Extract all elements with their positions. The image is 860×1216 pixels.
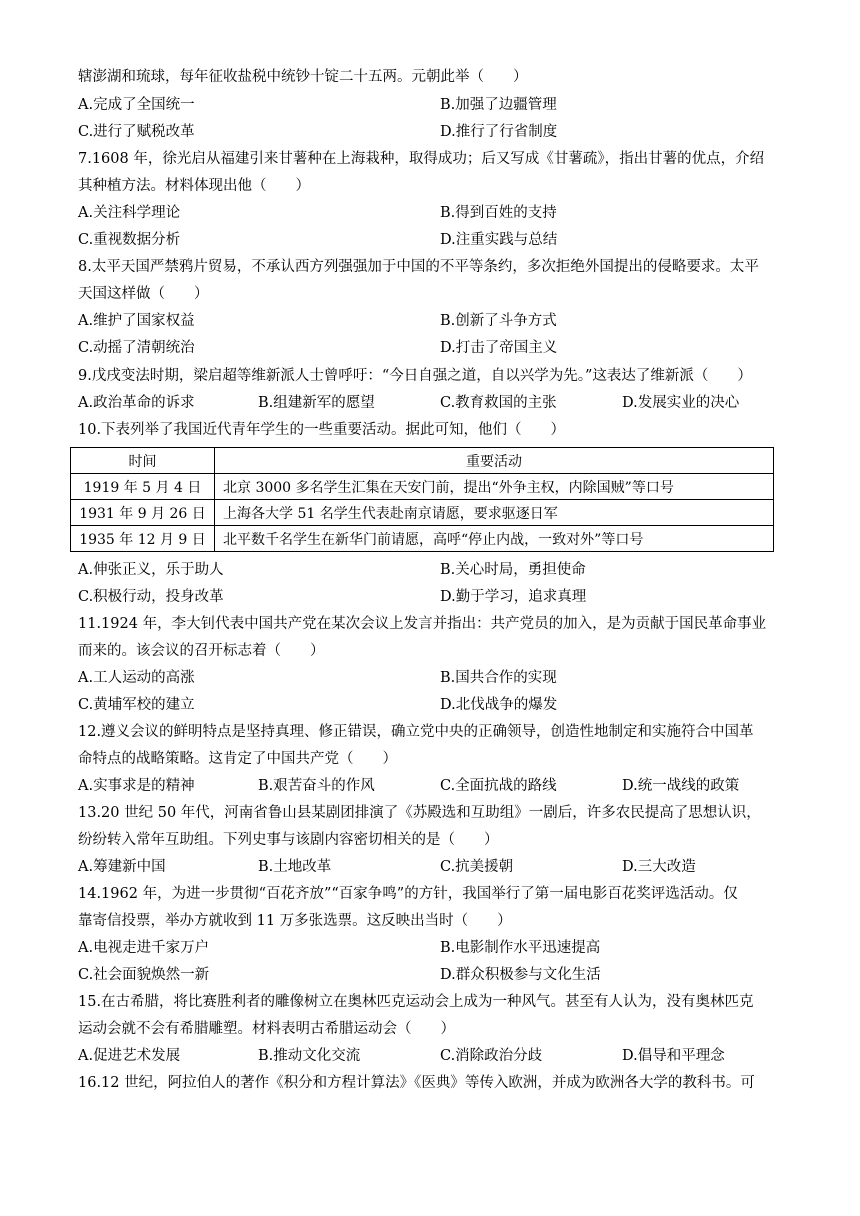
q10-option-b: B.关心时局，勇担使命 [440, 562, 586, 578]
q8-stem-line-1: 8.太平天国严禁鸦片贸易，不承认西方列强强加于中国的不平等条约，多次拒绝外国提出的侵略要求。太平 [78, 259, 759, 275]
q12-stem-line-1: 12.遵义会议的鲜明特点是坚持真理、修正错误，确立党中央的正确领导，创造性地制定和实施符合中国革 [78, 724, 754, 740]
q9-option-d: D.发展实业的决心 [622, 395, 740, 411]
q16-stem-line-1: 16.12 世纪，阿拉伯人的著作《积分和方程计算法》《医典》等传入欧洲，并成为欧洲各大学的教科书。可 [78, 1075, 755, 1091]
q10-option-a: A.伸张正义，乐于助人 [78, 562, 224, 578]
q11-option-a: A.工人运动的高涨 [78, 670, 195, 686]
q13-stem-line-1: 13.20 世纪 50 年代，河南省鲁山县某剧团排演了《苏殿选和互助组》一剧后，许多农民提高了思想认识， [78, 805, 761, 821]
q10-activities-table [70, 447, 774, 552]
q6-option-b: B.加强了边疆管理 [440, 97, 557, 113]
table-cell-activity: 上海各大学 51 名学生代表赴南京请愿，要求驱逐日军 [215, 500, 774, 526]
q8-option-d: D.打击了帝国主义 [440, 340, 558, 356]
q11-stem-line-1: 11.1924 年，李大钊代表中国共产党在某次会议上发言并指出：共产党员的加入，是为贡献于国民革命事业 [78, 616, 767, 632]
q13-option-d: D.三大改造 [622, 859, 696, 875]
q11-option-c: C.黄埔军校的建立 [78, 697, 195, 713]
q9-option-c: C.教育救国的主张 [440, 395, 557, 411]
q12-option-a: A.实事求是的精神 [78, 778, 195, 794]
table-row [71, 474, 774, 500]
q7-option-c: C.重视数据分析 [78, 232, 181, 248]
q15-stem-line-1: 15.在古希腊，将比赛胜利者的雕像树立在奥林匹克运动会上成为一种风气。甚至有人认为，没有奥林匹克 [78, 994, 754, 1010]
q11-option-d: D.北伐战争的爆发 [440, 697, 558, 713]
table-header-row [71, 448, 774, 474]
table-header-activity: 重要活动 [215, 448, 774, 474]
q12-option-c: C.全面抗战的路线 [440, 778, 557, 794]
q13-stem-line-2: 纷纷转入常年互助组。下列史事与该剧内容密切相关的是（ ） [78, 832, 499, 848]
q15-option-a: A.促进艺术发展 [78, 1048, 181, 1064]
q6-option-d: D.推行了行省制度 [440, 124, 558, 140]
q7-option-d: D.注重实践与总结 [440, 232, 558, 248]
q8-option-b: B.创新了斗争方式 [440, 313, 557, 329]
q14-option-b: B.电影制作水平迅速提高 [440, 940, 601, 956]
q13-option-b: B.土地改革 [258, 859, 332, 875]
q10-option-d: D.勤于学习，追求真理 [440, 589, 587, 605]
q11-option-b: B.国共合作的实现 [440, 670, 557, 686]
q6-option-a: A.完成了全国统一 [78, 97, 195, 113]
q13-option-c: C.抗美援朝 [440, 859, 514, 875]
q12-stem-line-2: 命特点的战略策略。这肯定了中国共产党（ ） [78, 751, 397, 767]
q6-option-c: C.进行了赋税改革 [78, 124, 195, 140]
table-cell-time: 1935 年 12 月 9 日 [71, 526, 215, 552]
q9-stem-line-1: 9.戊戌变法时期，梁启超等维新派人士曾呼吁：“今日自强之道，自以兴学为先。”这表达了维新派（ ） [78, 368, 752, 384]
table-header-time: 时间 [71, 448, 215, 474]
q8-option-a: A.维护了国家权益 [78, 313, 195, 329]
q11-stem-line-2: 而来的。该会议的召开标志着（ ） [78, 643, 325, 659]
q9-option-b: B.组建新军的愿望 [258, 395, 375, 411]
q15-stem-line-2: 运动会就不会有希腊雕塑。材料表明古希腊运动会（ ） [78, 1021, 455, 1037]
q8-stem-line-2: 天国这样做（ ） [78, 286, 209, 302]
q13-option-a: A.筹建新中国 [78, 859, 166, 875]
q15-option-b: B.推动文化交流 [258, 1048, 361, 1064]
q7-option-b: B.得到百姓的支持 [440, 205, 557, 221]
q14-option-a: A.电视走进千家万户 [78, 940, 210, 956]
q7-stem-line-2: 其种植方法。材料体现出他（ ） [78, 178, 310, 194]
table-row [71, 526, 774, 552]
q6-stem-line: 辖澎湖和琉球，每年征收盐税中统钞十锭二十五两。元朝此举（ ） [78, 69, 528, 85]
q7-stem-line-1: 7.1608 年，徐光启从福建引来甘薯种在上海栽种，取得成功；后又写成《甘薯疏》，指出甘薯的优点，介绍 [78, 151, 765, 167]
q15-option-d: D.倡导和平理念 [622, 1048, 725, 1064]
q14-stem-line-1: 14.1962 年，为进一步贯彻“百花齐放”“百家争鸣”的方针，我国举行了第一届电影百花奖评选活动。仅 [78, 886, 738, 902]
table-row [71, 500, 774, 526]
q10-option-c: C.积极行动，投身改革 [78, 589, 224, 605]
table-cell-activity: 北京 3000 多名学生汇集在天安门前，提出“外争主权，内除国贼”等口号 [215, 474, 774, 500]
q7-option-a: A.关注科学理论 [78, 205, 181, 221]
q14-option-d: D.群众积极参与文化生活 [440, 967, 601, 983]
table-cell-activity: 北平数千名学生在新华门前请愿，高呼“停止内战，一致对外”等口号 [215, 526, 774, 552]
q9-option-a: A.政治革命的诉求 [78, 395, 195, 411]
q12-option-d: D.统一战线的政策 [622, 778, 740, 794]
q15-option-c: C.消除政治分歧 [440, 1048, 543, 1064]
q10-stem-line-1: 10.下表列举了我国近代青年学生的一些重要活动。据此可知，他们（ ） [78, 422, 566, 438]
table-cell-time: 1931 年 9 月 26 日 [71, 500, 215, 526]
q14-stem-line-2: 靠寄信投票，举办方就收到 11 万多张选票。这反映出当时（ ） [78, 913, 512, 929]
q8-option-c: C.动摇了清朝统治 [78, 340, 195, 356]
table-cell-time: 1919 年 5 月 4 日 [71, 474, 215, 500]
q14-option-c: C.社会面貌焕然一新 [78, 967, 210, 983]
q12-option-b: B.艰苦奋斗的作风 [258, 778, 375, 794]
